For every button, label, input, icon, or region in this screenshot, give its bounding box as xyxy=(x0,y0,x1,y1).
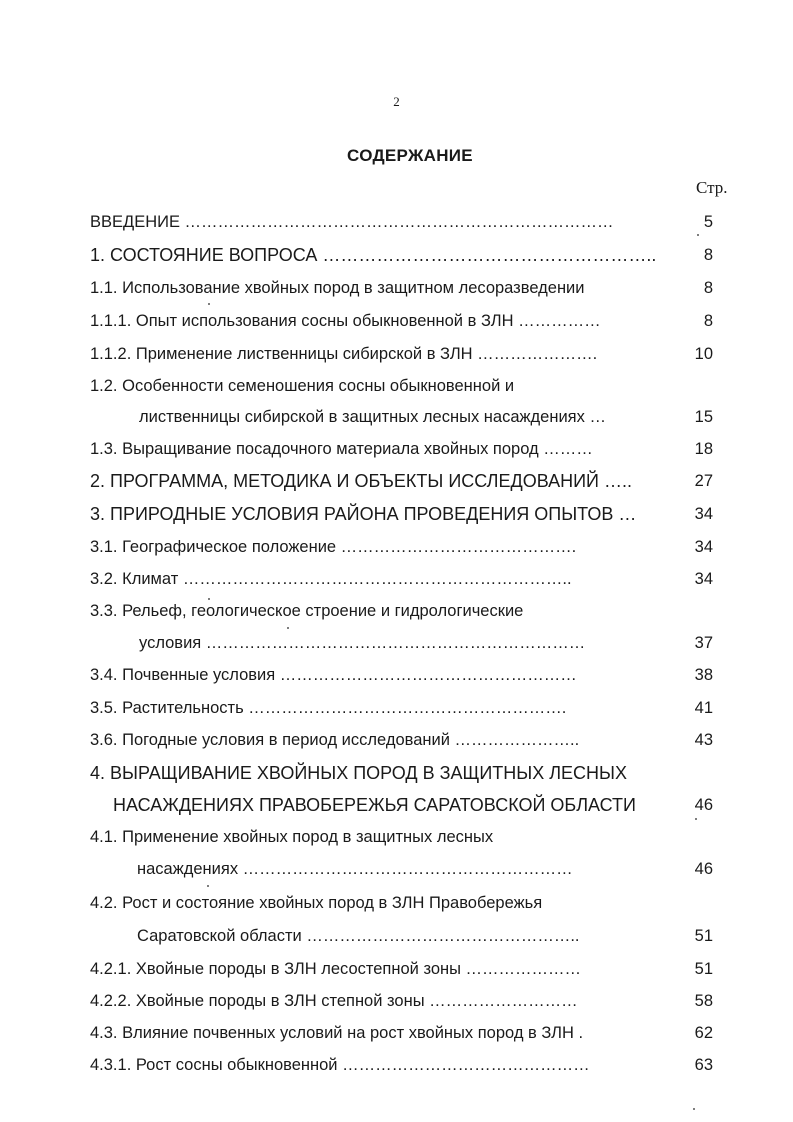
scan-speck xyxy=(208,303,210,305)
toc-entry-text: 1. СОСТОЯНИЕ ВОПРОСА ……………………………………………….. xyxy=(90,245,657,265)
toc-entry-page: 46 xyxy=(694,796,713,814)
toc-entry-text: Саратовской области ………………………………………….. xyxy=(137,927,580,945)
toc-entry-text: 3.1. Географическое положение ……………………………………. xyxy=(90,538,577,556)
toc-entry xyxy=(0,989,793,1013)
toc-entry-text: ВВЕДЕНИЕ …………………………………………………………………… xyxy=(90,213,614,231)
toc-entry xyxy=(0,761,793,785)
toc-entry xyxy=(0,1021,793,1045)
toc-entry-text: 4.2.1. Хвойные породы в ЗЛН лесостепной зоны ………………… xyxy=(90,960,582,978)
toc-entry-text: 4. ВЫРАЩИВАНИЕ ХВОЙНЫХ ПОРОД В ЗАЩИТНЫХ ЛЕСНЫХ xyxy=(90,763,627,783)
toc-entry-page: 34 xyxy=(694,538,713,556)
scan-speck xyxy=(693,1108,695,1110)
toc-entry xyxy=(0,631,793,655)
toc-entry-text: 3.4. Почвенные условия ……………………………………………… xyxy=(90,666,577,684)
toc-entry xyxy=(0,599,793,623)
toc-entry-text: 4.2. Рост и состояние хвойных пород в ЗЛН Правобережья xyxy=(90,894,543,912)
toc-entry-page: 5 xyxy=(703,213,713,231)
toc-entry-page: 34 xyxy=(694,505,713,523)
toc-entry-text: 3. ПРИРОДНЫЕ УСЛОВИЯ РАЙОНА ПРОВЕДЕНИЯ ОПЫТОВ … xyxy=(90,504,637,524)
toc-entry-text: условия …………………………………………………………… xyxy=(139,634,586,652)
toc-entry-page: 38 xyxy=(694,666,713,684)
toc-entry xyxy=(0,728,793,752)
page-title: СОДЕРЖАНИЕ xyxy=(347,146,473,165)
scan-speck xyxy=(208,598,210,600)
toc-entry xyxy=(0,924,793,948)
toc-entry-page: 18 xyxy=(694,440,713,458)
toc-entry-page: 51 xyxy=(694,960,713,978)
toc-entry-text: 2. ПРОГРАММА, МЕТОДИКА И ОБЪЕКТЫ ИССЛЕДОВАНИЙ ….. xyxy=(90,471,632,491)
toc-entry-text: 1.1.1. Опыт использования сосны обыкновенной в ЗЛН …………… xyxy=(90,312,601,330)
toc-entry xyxy=(0,469,793,493)
toc-entry xyxy=(0,857,793,881)
toc-entry-page: 8 xyxy=(703,246,713,264)
toc-entry-text: 4.2.2. Хвойные породы в ЗЛН степной зоны ……………………… xyxy=(90,992,578,1010)
toc-entry-page: 51 xyxy=(694,927,713,945)
toc-entry-text: 4.3.1. Рост сосны обыкновенной ……………………………………… xyxy=(90,1056,590,1074)
toc-entry xyxy=(0,374,793,398)
toc-entry-text: 3.3. Рельеф, геологическое строение и гидрологические xyxy=(90,602,524,620)
toc-entry-text: 3.5. Растительность …………………………………………………. xyxy=(90,699,567,717)
page-column-header: Стр. xyxy=(696,178,728,197)
toc-entry-text: 3.6. Погодные условия в период исследований ………………….. xyxy=(90,731,580,749)
toc-entry xyxy=(0,243,793,267)
toc-entry-page: 63 xyxy=(694,1056,713,1074)
toc-entry xyxy=(0,276,793,300)
toc-entry-page: 8 xyxy=(703,279,713,297)
toc-entry xyxy=(0,957,793,981)
toc-entry-text: 1.1. Использование хвойных пород в защитном лесоразведении xyxy=(90,279,585,297)
toc-entry-page: 27 xyxy=(694,472,713,490)
toc-entry-page: 58 xyxy=(694,992,713,1010)
page-number: 2 xyxy=(393,94,400,109)
toc-entry xyxy=(0,502,793,526)
toc-entry-page: 8 xyxy=(703,312,713,330)
toc-entry-text: лиственницы сибирской в защитных лесных насаждениях … xyxy=(139,408,606,426)
toc-entry xyxy=(0,663,793,687)
toc-entry xyxy=(0,405,793,429)
toc-entry-text: 1.2. Особенности семеношения сосны обыкновенной и xyxy=(90,377,515,395)
toc-entry-text: 4.3. Влияние почвенных условий на рост хвойных пород в ЗЛН . xyxy=(90,1024,584,1042)
toc-entry xyxy=(0,891,793,915)
toc-entry-text: 4.1. Применение хвойных пород в защитных лесных xyxy=(90,828,494,846)
toc-entry-page: 10 xyxy=(694,345,713,363)
toc-entry xyxy=(0,342,793,366)
toc-entry xyxy=(0,1053,793,1077)
toc-entry xyxy=(0,437,793,461)
scan-speck xyxy=(695,818,697,820)
toc-entry-page: 15 xyxy=(694,408,713,426)
toc-entry-page: 41 xyxy=(694,699,713,717)
toc-entry-text: 1.1.2. Применение лиственницы сибирской в ЗЛН …………………. xyxy=(90,345,598,363)
toc-entry xyxy=(0,210,793,234)
toc-entry-page: 46 xyxy=(694,860,713,878)
toc-entry-text: НАСАЖДЕНИЯХ ПРАВОБЕРЕЖЬЯ САРАТОВСКОЙ ОБЛАСТИ xyxy=(113,795,636,815)
toc-entry-text: 1.3. Выращивание посадочного материала хвойных пород ……… xyxy=(90,440,593,458)
toc-entry-page: 37 xyxy=(694,634,713,652)
toc-entry xyxy=(0,696,793,720)
toc-entry xyxy=(0,309,793,333)
scan-speck xyxy=(207,885,209,887)
scan-speck xyxy=(287,627,289,629)
toc-entry xyxy=(0,793,793,817)
toc-entry xyxy=(0,535,793,559)
toc-entry-page: 62 xyxy=(694,1024,713,1042)
scan-speck xyxy=(697,234,699,236)
toc-entry-page: 34 xyxy=(694,570,713,588)
toc-entry xyxy=(0,825,793,849)
toc-entry xyxy=(0,567,793,591)
toc-entry-text: 3.2. Климат …………………………………………………………….. xyxy=(90,570,572,588)
toc-entry-text: насаждениях …………………………………………………… xyxy=(137,860,573,878)
toc-entry-page: 43 xyxy=(694,731,713,749)
